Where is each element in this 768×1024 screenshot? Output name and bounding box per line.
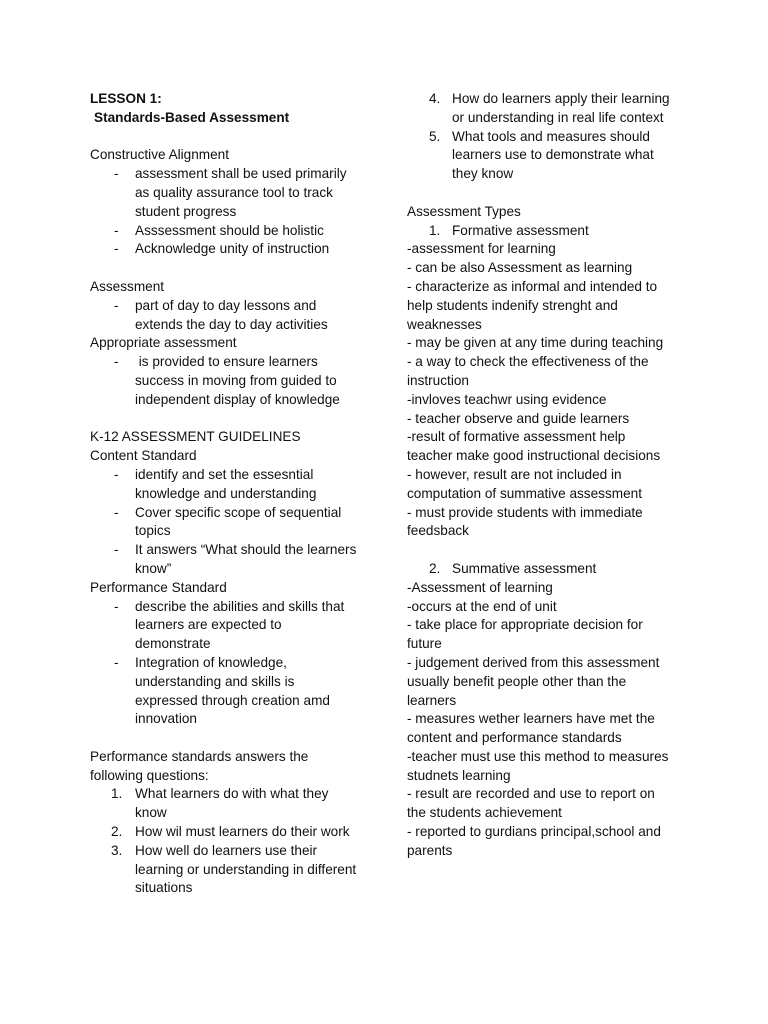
list-item-text: they know bbox=[452, 166, 514, 182]
paragraph-line: - a way to check the effectiveness of the bbox=[407, 354, 649, 370]
list-item-text: success in moving from guided to bbox=[135, 372, 337, 388]
list-item-text: expressed through creation amd bbox=[135, 692, 330, 708]
paragraph-line: -Assessment of learning bbox=[407, 579, 553, 595]
list-item-text: is provided to ensure learners bbox=[135, 354, 318, 370]
paragraph-line: - measures wether learners have met the bbox=[407, 711, 655, 727]
assessment-heading: Assessment bbox=[90, 278, 165, 294]
paragraph-line: usually benefit people other than the bbox=[407, 673, 627, 689]
list-item-text: How wil must learners do their work bbox=[135, 824, 350, 840]
paragraph-line: future bbox=[407, 636, 442, 652]
paragraph-line: - judgement derived from this assessment bbox=[407, 654, 660, 670]
list-item-text: Acknowledge unity of instruction bbox=[135, 241, 330, 257]
list-item-text: How do learners apply their learning bbox=[452, 91, 670, 106]
numbered-item bbox=[407, 128, 687, 184]
list-item-text: extends the day to day activities bbox=[135, 316, 328, 332]
list-item-text: knowledge and understanding bbox=[135, 485, 317, 501]
list-item-text: independent display of knowledge bbox=[135, 391, 340, 407]
k12-guidelines-heading: K-12 ASSESSMENT GUIDELINES bbox=[90, 429, 301, 445]
list-item-text: describe the abilities and skills that bbox=[135, 598, 345, 614]
paragraph-line: feedsback bbox=[407, 523, 469, 539]
paragraph-line: -teacher must use this method to measures bbox=[407, 748, 669, 764]
summative-lines bbox=[407, 579, 687, 861]
paragraph-line: - however, result are not included in bbox=[407, 466, 622, 482]
list-item: - It answers “What should the learners know” bbox=[90, 541, 370, 579]
list-item-text: topics bbox=[135, 523, 171, 539]
list-item-text: Asssessment should be holistic bbox=[135, 222, 324, 238]
paragraph-line: - reported to gurdians principal,school and bbox=[407, 824, 661, 840]
numbered-item bbox=[90, 842, 370, 898]
item-number: 2. bbox=[111, 824, 123, 840]
paragraph-line: - may be given at any time during teaching bbox=[407, 335, 664, 351]
numbered-item bbox=[90, 823, 370, 842]
list-item: - identify and set the essesntial knowledge and understanding bbox=[90, 466, 370, 504]
list-item-text: understanding and skills is bbox=[135, 673, 295, 689]
list-item-text: assessment shall be used primarily bbox=[135, 166, 347, 182]
list-item: - Acknowledge unity of instruction bbox=[90, 240, 370, 259]
list-item: - assessment shall be used primarily as quality assurance tool to track student progress bbox=[90, 165, 370, 221]
list-item-text: situations bbox=[135, 880, 193, 896]
list-item: - Cover specific scope of sequential topics bbox=[90, 504, 370, 542]
paragraph-line: -occurs at the end of unit bbox=[407, 598, 557, 614]
summative-title: Summative assessment bbox=[452, 560, 597, 576]
paragraph-line: computation of summative assessment bbox=[407, 485, 642, 501]
list-item-text: Integration of knowledge, bbox=[135, 654, 287, 670]
list-item-text: learning or understanding in different bbox=[135, 861, 357, 877]
list-item-text: know” bbox=[135, 560, 172, 576]
list-item-text: part of day to day lessons and bbox=[135, 297, 317, 313]
paragraph-line: weaknesses bbox=[407, 316, 482, 332]
list-item-text: identify and set the essesntial bbox=[135, 466, 314, 482]
formative-lines bbox=[407, 240, 687, 541]
content-standard-heading: Content Standard bbox=[90, 448, 197, 464]
paragraph-line: - teacher observe and guide learners bbox=[407, 410, 630, 426]
paragraph-line: learners bbox=[407, 692, 457, 708]
list-item: - Integration of knowledge, understanding and skills is expressed through creation amd innovation bbox=[90, 654, 370, 729]
list-item: - Asssessment should be holistic bbox=[90, 222, 370, 241]
list-item: - describe the abilities and skills that learners are expected to demonstrate bbox=[90, 598, 370, 654]
list-item: - part of day to day lessons and extends the day to day activities bbox=[90, 297, 370, 335]
item-number: 3. bbox=[111, 842, 123, 858]
numbered-item bbox=[90, 785, 370, 823]
numbered-item bbox=[407, 90, 687, 128]
performance-standard-heading: Performance Standard bbox=[90, 579, 227, 595]
item-number: 2. bbox=[429, 560, 441, 576]
paragraph-line: -result of formative assessment help bbox=[407, 429, 626, 445]
list-item-text: student progress bbox=[135, 203, 237, 219]
item-number: 1. bbox=[111, 786, 123, 802]
formative-heading bbox=[407, 222, 687, 241]
formative-title: Formative assessment bbox=[452, 222, 589, 238]
questions-intro: following questions: bbox=[90, 767, 209, 783]
paragraph-line: studnets learning bbox=[407, 767, 511, 783]
paragraph-line: - must provide students with immediate bbox=[407, 504, 643, 520]
paragraph-line: help students indenify strenght and bbox=[407, 297, 618, 313]
list-item-text: demonstrate bbox=[135, 636, 211, 652]
paragraph-line: -assessment for learning bbox=[407, 241, 556, 257]
item-number: 1. bbox=[429, 222, 441, 238]
list-item-text: It answers “What should the learners bbox=[135, 542, 357, 558]
left-column bbox=[90, 90, 370, 898]
paragraph-line: content and performance standards bbox=[407, 730, 622, 746]
paragraph-line: - characterize as informal and intended to bbox=[407, 278, 658, 294]
list-item-text: learners are expected to bbox=[135, 617, 282, 633]
summative-heading bbox=[407, 560, 687, 579]
list-item-text: learners use to demonstrate what bbox=[452, 147, 654, 163]
paragraph-line: teacher make good instructional decisions bbox=[407, 448, 661, 464]
paragraph-line: - result are recorded and use to report on bbox=[407, 786, 655, 802]
list-item-text: What learners do with what they bbox=[135, 786, 329, 802]
lesson-title: Standards-Based Assessment bbox=[94, 109, 290, 125]
paragraph-line: -invloves teachwr using evidence bbox=[407, 391, 607, 407]
right-column bbox=[407, 90, 687, 861]
paragraph-line: - take place for appropriate decision for bbox=[407, 617, 643, 633]
item-number: 4. bbox=[429, 91, 441, 106]
item-number: 5. bbox=[429, 128, 441, 144]
appropriate-assessment-heading: Appropriate assessment bbox=[90, 335, 237, 351]
list-item-text: What tools and measures should bbox=[452, 128, 650, 144]
paragraph-line: - can be also Assessment as learning bbox=[407, 260, 633, 276]
list-item-text: How well do learners use their bbox=[135, 842, 318, 858]
questions-intro: Performance standards answers the bbox=[90, 748, 309, 764]
assessment-types-heading: Assessment Types bbox=[407, 203, 521, 219]
paragraph-line: the students achievement bbox=[407, 805, 562, 821]
list-item: - is provided to ensure learners success in moving from guided to independent display of knowledge bbox=[90, 353, 370, 409]
paragraph-line: parents bbox=[407, 842, 453, 858]
list-item-text: innovation bbox=[135, 711, 197, 727]
list-item-text: or understanding in real life context bbox=[452, 109, 664, 125]
list-item-text: Cover specific scope of sequential bbox=[135, 504, 342, 520]
list-item-text: as quality assurance tool to track bbox=[135, 184, 333, 200]
list-item-text: know bbox=[135, 805, 167, 821]
paragraph-line: instruction bbox=[407, 372, 469, 388]
lesson-label: LESSON 1: bbox=[90, 91, 162, 106]
constructive-alignment-heading: Constructive Alignment bbox=[90, 147, 230, 163]
